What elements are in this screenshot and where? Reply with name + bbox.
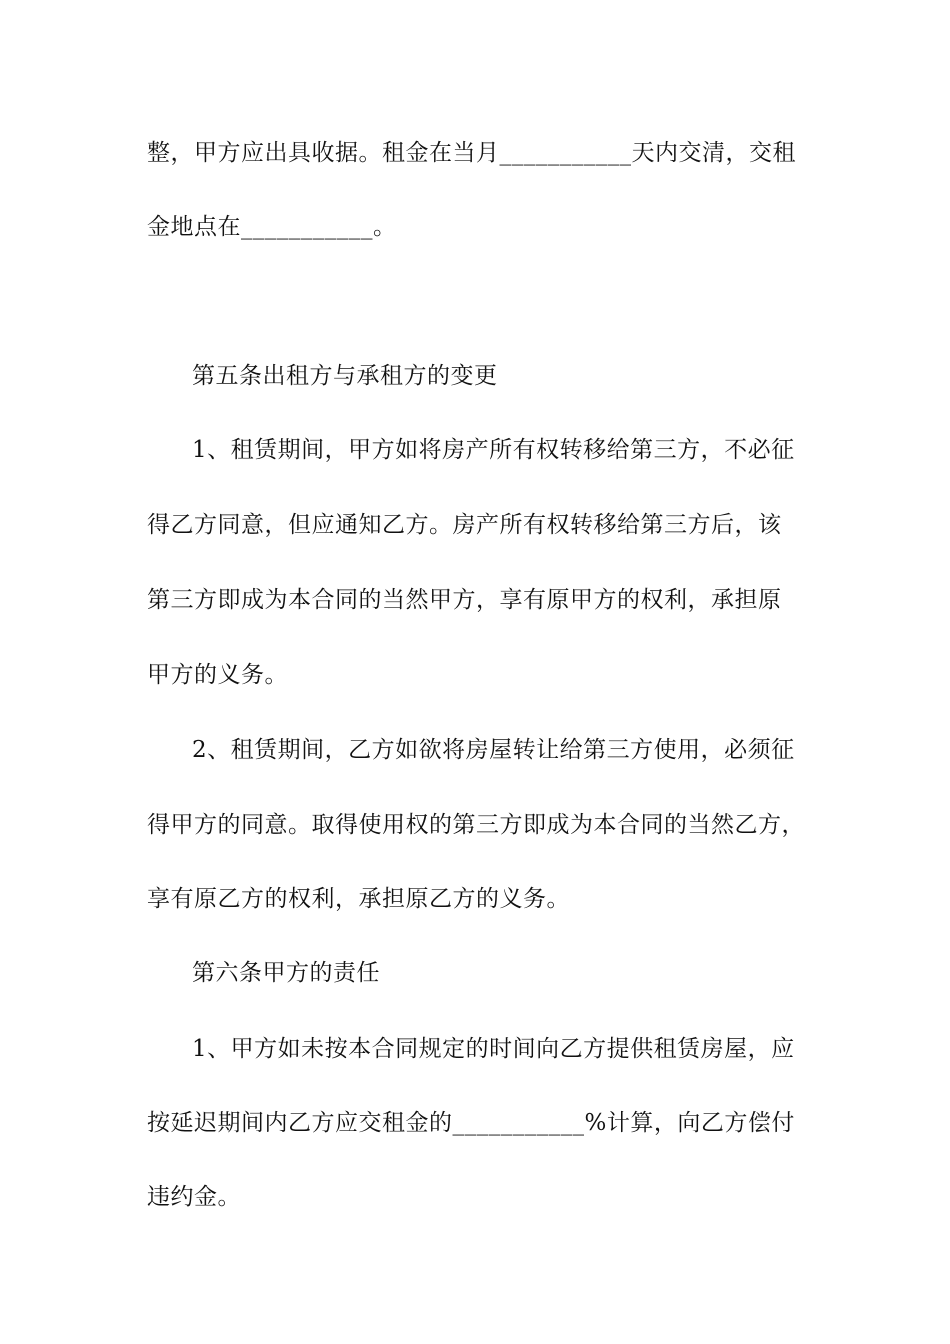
text-line: 金地点在___________。: [147, 214, 397, 240]
text-line: 享有原乙方的权利，承担原乙方的义务。: [147, 886, 570, 912]
text-line: 按延迟期间内乙方应交租金的___________%计算，向乙方偿付: [147, 1110, 795, 1136]
section-heading: 第五条出租方与承租方的变更: [192, 363, 498, 389]
text-line: 1、租赁期间，甲方如将房产所有权转移给第三方，不必征: [192, 437, 795, 463]
text-line: 违约金。: [147, 1184, 241, 1210]
text-line: 第三方即成为本合同的当然甲方，享有原甲方的权利，承担原: [147, 587, 782, 613]
text-line: 得甲方的同意。取得使用权的第三方即成为本合同的当然乙方，: [147, 812, 805, 838]
text-line: 1、甲方如未按本合同规定的时间向乙方提供租赁房屋，应: [192, 1036, 795, 1062]
text-line: 2、租赁期间，乙方如欲将房屋转让给第三方使用，必须征: [192, 737, 795, 763]
text-line: 得乙方同意，但应通知乙方。房产所有权转移给第三方后，该: [147, 512, 782, 538]
section-heading: 第六条甲方的责任: [192, 960, 380, 986]
text-line: 甲方的义务。: [147, 662, 288, 688]
text-line: 整，甲方应出具收据。租金在当月___________天内交清，交租: [147, 140, 796, 166]
